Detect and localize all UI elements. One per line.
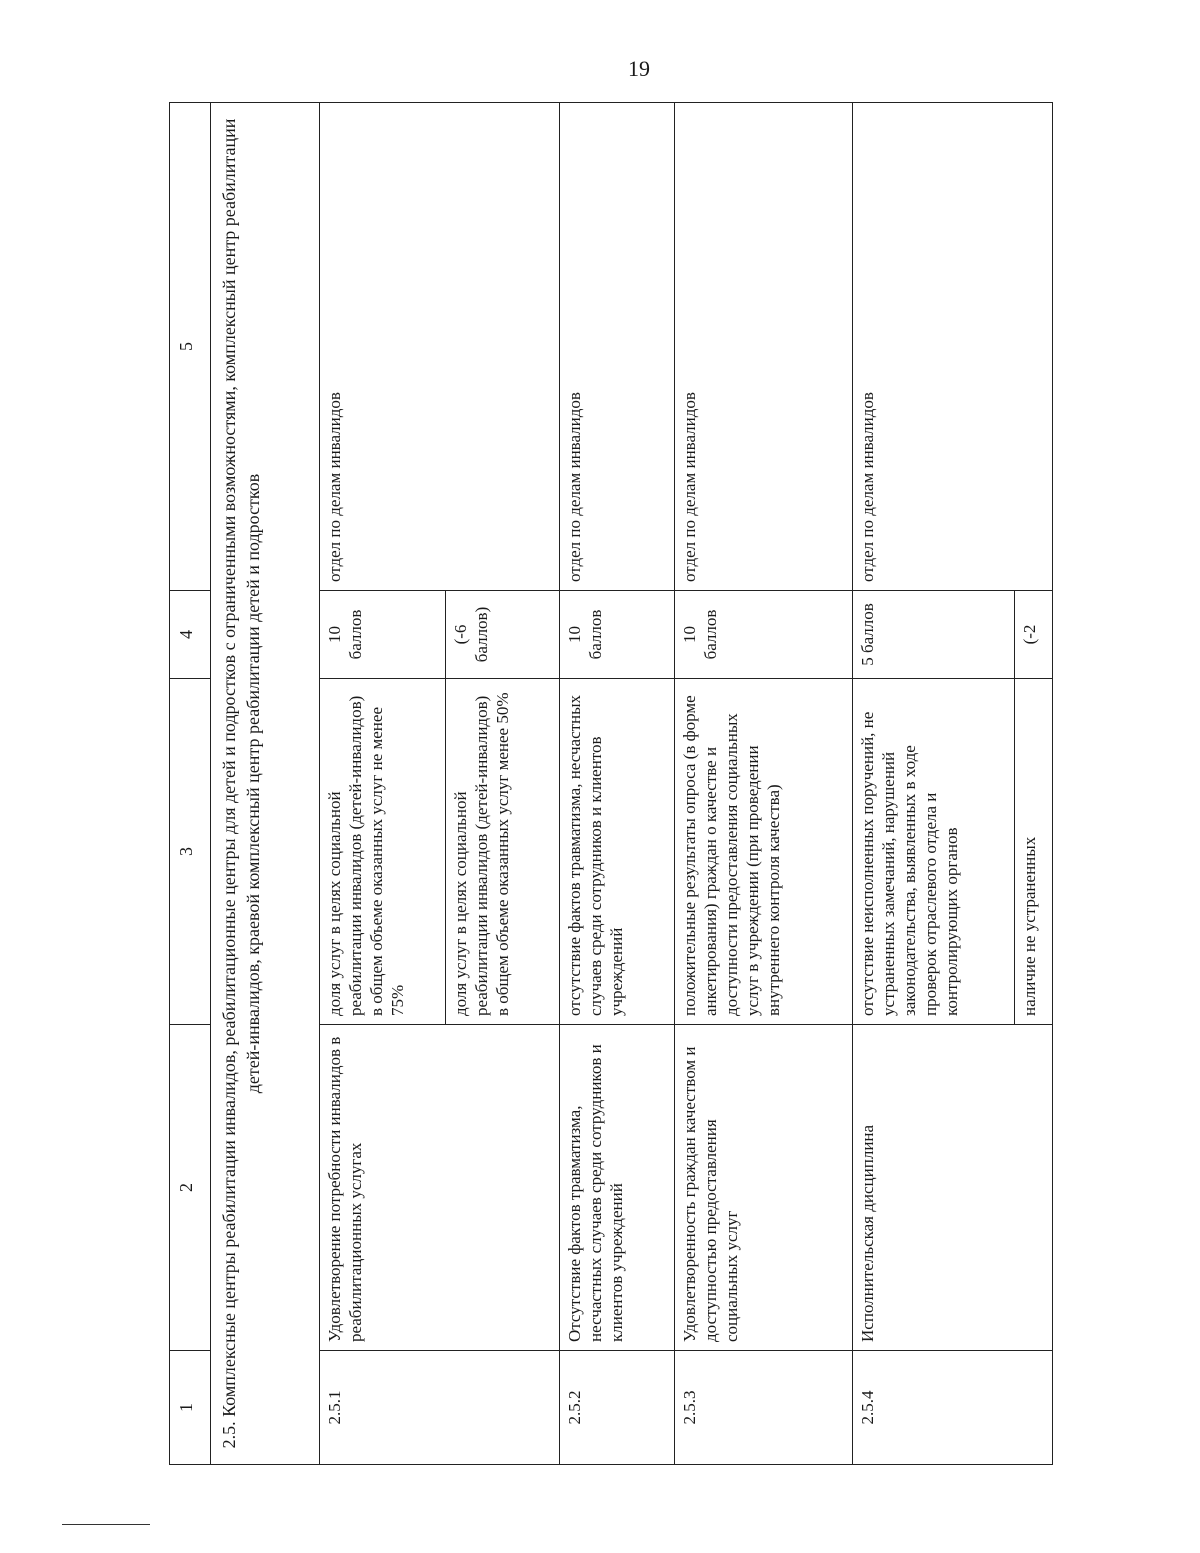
header-row bbox=[170, 103, 211, 1465]
responsible-dept: отдел по делам инвалидов bbox=[320, 103, 560, 591]
section-row bbox=[211, 103, 320, 1465]
points: (-2 bbox=[1015, 591, 1053, 679]
indicator-name: Исполнительская дисциплина bbox=[853, 1025, 1053, 1351]
responsible-dept: отдел по делам инвалидов bbox=[853, 103, 1053, 591]
criterion: отсутствие неисполненных поручений, не устраненных замечаний, нарушений законодательства, выявленных в ходе проверок отраслевого отдела и контролирующих органов bbox=[853, 679, 1015, 1025]
points: (-6 баллов) bbox=[446, 591, 560, 679]
table-row bbox=[853, 103, 1015, 1465]
table-row bbox=[675, 103, 853, 1465]
row-number: 2.5.1 bbox=[320, 1351, 560, 1465]
header-cell: 4 bbox=[170, 591, 211, 679]
indicator-name: Удовлетворение потребности инвалидов в реабилитационных услугах bbox=[320, 1025, 560, 1351]
footer-rule bbox=[62, 1524, 150, 1525]
table-row bbox=[320, 103, 446, 1465]
points: 10 баллов bbox=[560, 591, 675, 679]
criterion: наличие не устраненных bbox=[1015, 679, 1053, 1025]
criterion: положительные результаты опроса (в форме анкетирования) граждан о качестве и доступности предоставления социальных услуг в учреждении (при проведении внутреннего контроля качества) bbox=[675, 679, 853, 1025]
row-number: 2.5.2 bbox=[560, 1351, 675, 1465]
header-cell: 1 bbox=[170, 1351, 211, 1465]
indicator-name: Удовлетворенность граждан качеством и доступностью предоставления социальных услуг bbox=[675, 1025, 853, 1351]
row-number: 2.5.3 bbox=[675, 1351, 853, 1465]
responsible-dept: отдел по делам инвалидов bbox=[560, 103, 675, 591]
points: 10 баллов bbox=[675, 591, 853, 679]
rotated-table-container bbox=[169, 103, 1091, 1465]
points: 5 баллов bbox=[853, 591, 1015, 679]
header-cell: 2 bbox=[170, 1025, 211, 1351]
page-number: 19 bbox=[628, 56, 650, 81]
section-title: 2.5. Комплексные центры реабилитации инвалидов, реабилитационные центры для детей и подростков с ограниченными возможностями, комплексный центр реабилитации детей-инвалидов, краевой комплексный центр реабилитации детей и подростков bbox=[211, 103, 320, 1465]
criterion: отсутствие фактов травматизма, несчастных случаев среди сотрудников и клиентов учреждений bbox=[560, 679, 675, 1025]
criterion: доля услуг в целях социальной реабилитации инвалидов (детей-инвалидов) в общем объеме оказанных услуг не менее 75% bbox=[320, 679, 446, 1025]
criteria-table bbox=[169, 102, 1053, 1465]
points: 10 баллов bbox=[320, 591, 446, 679]
responsible-dept: отдел по делам инвалидов bbox=[675, 103, 853, 591]
table-row bbox=[560, 103, 675, 1465]
row-number: 2.5.4 bbox=[853, 1351, 1053, 1465]
indicator-name: Отсутствие фактов травматизма, несчастных случаев среди сотрудников и клиентов учреждений bbox=[560, 1025, 675, 1351]
header-cell: 5 bbox=[170, 103, 211, 591]
header-cell: 3 bbox=[170, 679, 211, 1025]
criterion: доля услуг в целях социальной реабилитации инвалидов (детей-инвалидов) в общем объеме оказанных услуг менее 50% bbox=[446, 679, 560, 1025]
